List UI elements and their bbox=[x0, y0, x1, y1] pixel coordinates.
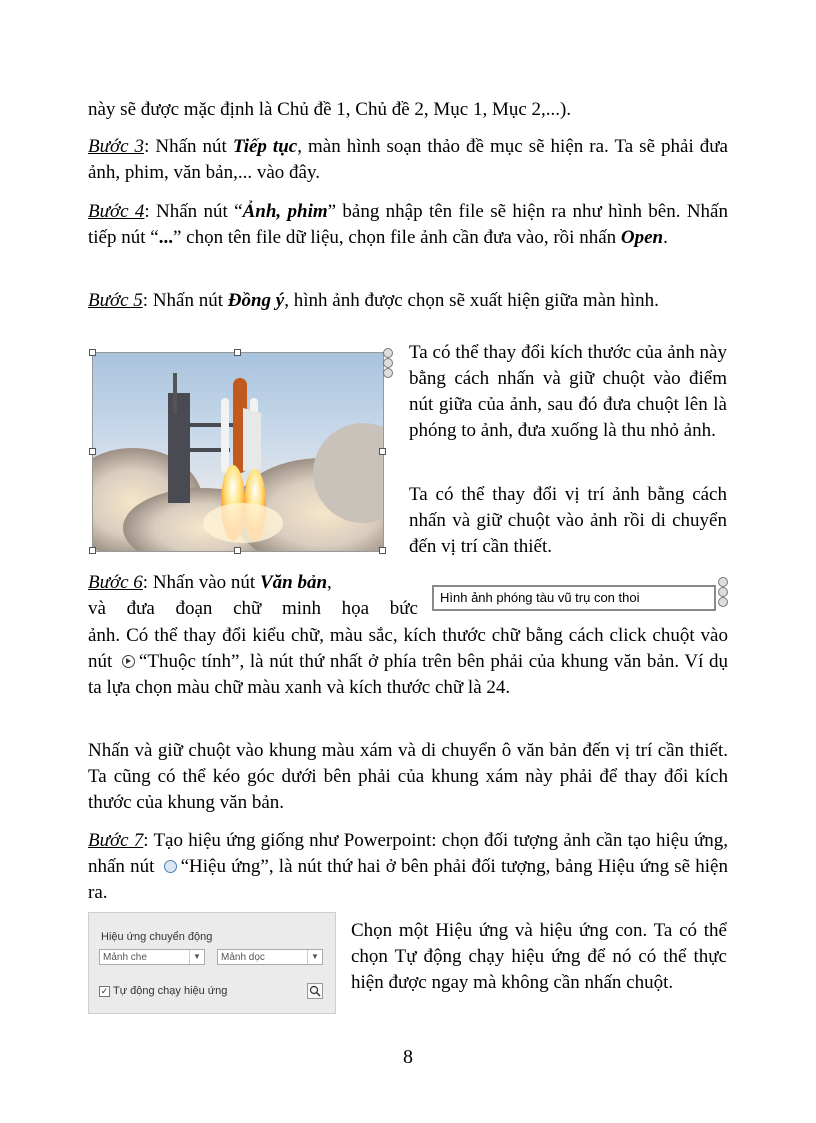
preview-icon[interactable] bbox=[307, 983, 323, 999]
step3-text-post: , màn hình soạn thảo đề mục sẽ hiện ra. Ta sẽ phải đưa ảnh, phim, văn bản,... vào đây. bbox=[88, 136, 728, 183]
image-effect-icon[interactable] bbox=[383, 358, 393, 368]
step6-label: Bước 6 bbox=[88, 572, 143, 593]
resize-handle-bottom-right[interactable] bbox=[379, 547, 386, 554]
step5-paragraph bbox=[88, 288, 728, 314]
intro-line: này sẽ được mặc định là Chủ đề 1, Chủ đề 2, Mục 1, Mục 2,...). bbox=[88, 99, 572, 120]
effect-explanation: Chọn một Hiệu ứng và hiệu ứng con. Ta có thể chọn Tự động chạy hiệu ứng để nó có thể thực hiện được ngay mà không cần nhấn chuột. bbox=[351, 920, 727, 993]
step5-label: Bước 5 bbox=[88, 290, 143, 311]
shuttle-illustration bbox=[93, 353, 383, 551]
step6-rest-paragraph bbox=[88, 623, 728, 701]
step6-first-line bbox=[88, 570, 418, 596]
step4-text-mid: ” bảng nhập tên file sẽ hiện ra như hình bên. Nhấn tiếp nút “ bbox=[88, 201, 728, 248]
step6-text-pre: : Nhấn vào nút bbox=[142, 572, 260, 593]
resize-handle-bottom-left[interactable] bbox=[89, 547, 96, 554]
step5-text-pre: : Nhấn nút bbox=[142, 290, 228, 311]
caption-textbox[interactable]: Hình ảnh phóng tàu vũ trụ con thoi bbox=[432, 585, 716, 611]
page-number: 8 bbox=[403, 1046, 413, 1068]
auto-run-checkbox-row[interactable] bbox=[99, 985, 227, 997]
step5-text-post: , hình ảnh được chọn sẽ xuất hiện giữa màn hình. bbox=[284, 290, 659, 311]
step4-label: Bước 4 bbox=[88, 201, 145, 222]
step4-paragraph bbox=[88, 199, 728, 251]
step7-label: Bước 7 bbox=[88, 830, 144, 851]
step7-text-pre: : Tạo hiệu ứng giống như Powerpoint: chọn đối tượng ảnh cần tạo hiệu ứng, nhấn nút bbox=[88, 830, 728, 877]
resize-handle-top-middle[interactable] bbox=[234, 349, 241, 356]
textbox-effect-icon[interactable] bbox=[718, 587, 728, 597]
effect-panel bbox=[88, 912, 336, 1014]
step4-button-name: Ảnh, phim bbox=[242, 201, 328, 222]
step3-button-name: Tiếp tục bbox=[232, 136, 298, 157]
textbox-properties-icon[interactable] bbox=[718, 577, 728, 587]
step6-second-line: và đưa đoạn chữ minh họa bức bbox=[88, 598, 418, 619]
auto-run-label: Tự động chạy hiệu ứng bbox=[113, 985, 228, 997]
step6-rest-a: ảnh. Có thể thay đổi kiểu chữ, màu sắc, kích thước chữ bằng cách click chuột vào nút bbox=[88, 625, 728, 672]
effect-select-value: Mảnh che bbox=[103, 952, 147, 963]
step5-button-name: Đồng ý bbox=[227, 290, 285, 311]
effect-panel-title: Hiệu ứng chuyển động bbox=[101, 931, 213, 943]
effect-select[interactable] bbox=[99, 949, 205, 965]
step4-ellipsis: ... bbox=[158, 227, 173, 248]
textbox-delete-icon[interactable] bbox=[718, 597, 728, 607]
step6-rest-b: “Thuộc tính”, là nút thứ nhất ở phía trên bên phải của khung văn bản. Ví dụ ta lựa chọn màu chữ màu xanh và kích thước chữ là 24. bbox=[88, 651, 728, 698]
resize-handle-top-left[interactable] bbox=[89, 349, 96, 356]
step3-label: Bước 3 bbox=[88, 136, 145, 157]
step4-open: Open bbox=[620, 227, 664, 248]
step7-text-post: “Hiệu ứng”, là nút thứ hai ở bên phải đối tượng, bảng Hiệu ứng sẽ hiện ra. bbox=[88, 856, 728, 903]
step4-text-mid2: ” chọn tên file dữ liệu, chọn file ảnh cần đưa vào, rồi nhấn bbox=[172, 227, 621, 248]
resize-handle-bottom-middle[interactable] bbox=[234, 547, 241, 554]
step3-text-pre: : Nhấn nút bbox=[144, 136, 233, 157]
resize-handle-middle-right[interactable] bbox=[379, 448, 386, 455]
auto-run-checkbox[interactable]: ✓ bbox=[100, 985, 109, 996]
step6-comma: , bbox=[327, 572, 332, 593]
sub-effect-select-value: Mảnh dọc bbox=[221, 952, 265, 963]
shuttle-launch-image[interactable] bbox=[92, 352, 384, 552]
step7-paragraph bbox=[88, 828, 728, 906]
step4-text-pre: : Nhấn nút “ bbox=[144, 201, 243, 222]
move-textbox-paragraph: Nhấn và giữ chuột vào khung màu xám và di chuyển ô văn bản đến vị trí cần thiết. Ta cũng có thể kéo góc dưới bên phải của khung xám này phải để thay đổi kích thước của khung văn bản. bbox=[88, 740, 728, 813]
effect-button-icon bbox=[164, 860, 177, 873]
image-properties-icon[interactable] bbox=[383, 348, 393, 358]
resize-handle-middle-left[interactable] bbox=[89, 448, 96, 455]
chevron-down-icon: ▼ bbox=[189, 950, 204, 964]
step6-button-name: Văn bản bbox=[259, 572, 328, 593]
sub-effect-select[interactable] bbox=[217, 949, 323, 965]
chevron-down-icon: ▼ bbox=[307, 950, 322, 964]
move-image-explanation: Ta có thể thay đổi vị trí ảnh bằng cách nhấn và giữ chuột vào ảnh rồi di chuyển đến vị trí cần thiết. bbox=[409, 484, 727, 557]
step4-end: . bbox=[663, 227, 668, 248]
properties-button-icon bbox=[122, 655, 135, 668]
image-delete-icon[interactable] bbox=[383, 368, 393, 378]
resize-explanation: Ta có thể thay đổi kích thước của ảnh này bằng cách nhấn và giữ chuột vào điểm nút giữa của ảnh, sau đó đưa chuột lên là phóng to ảnh, đưa xuống là thu nhỏ ảnh. bbox=[409, 342, 727, 441]
step3-paragraph bbox=[88, 134, 728, 186]
